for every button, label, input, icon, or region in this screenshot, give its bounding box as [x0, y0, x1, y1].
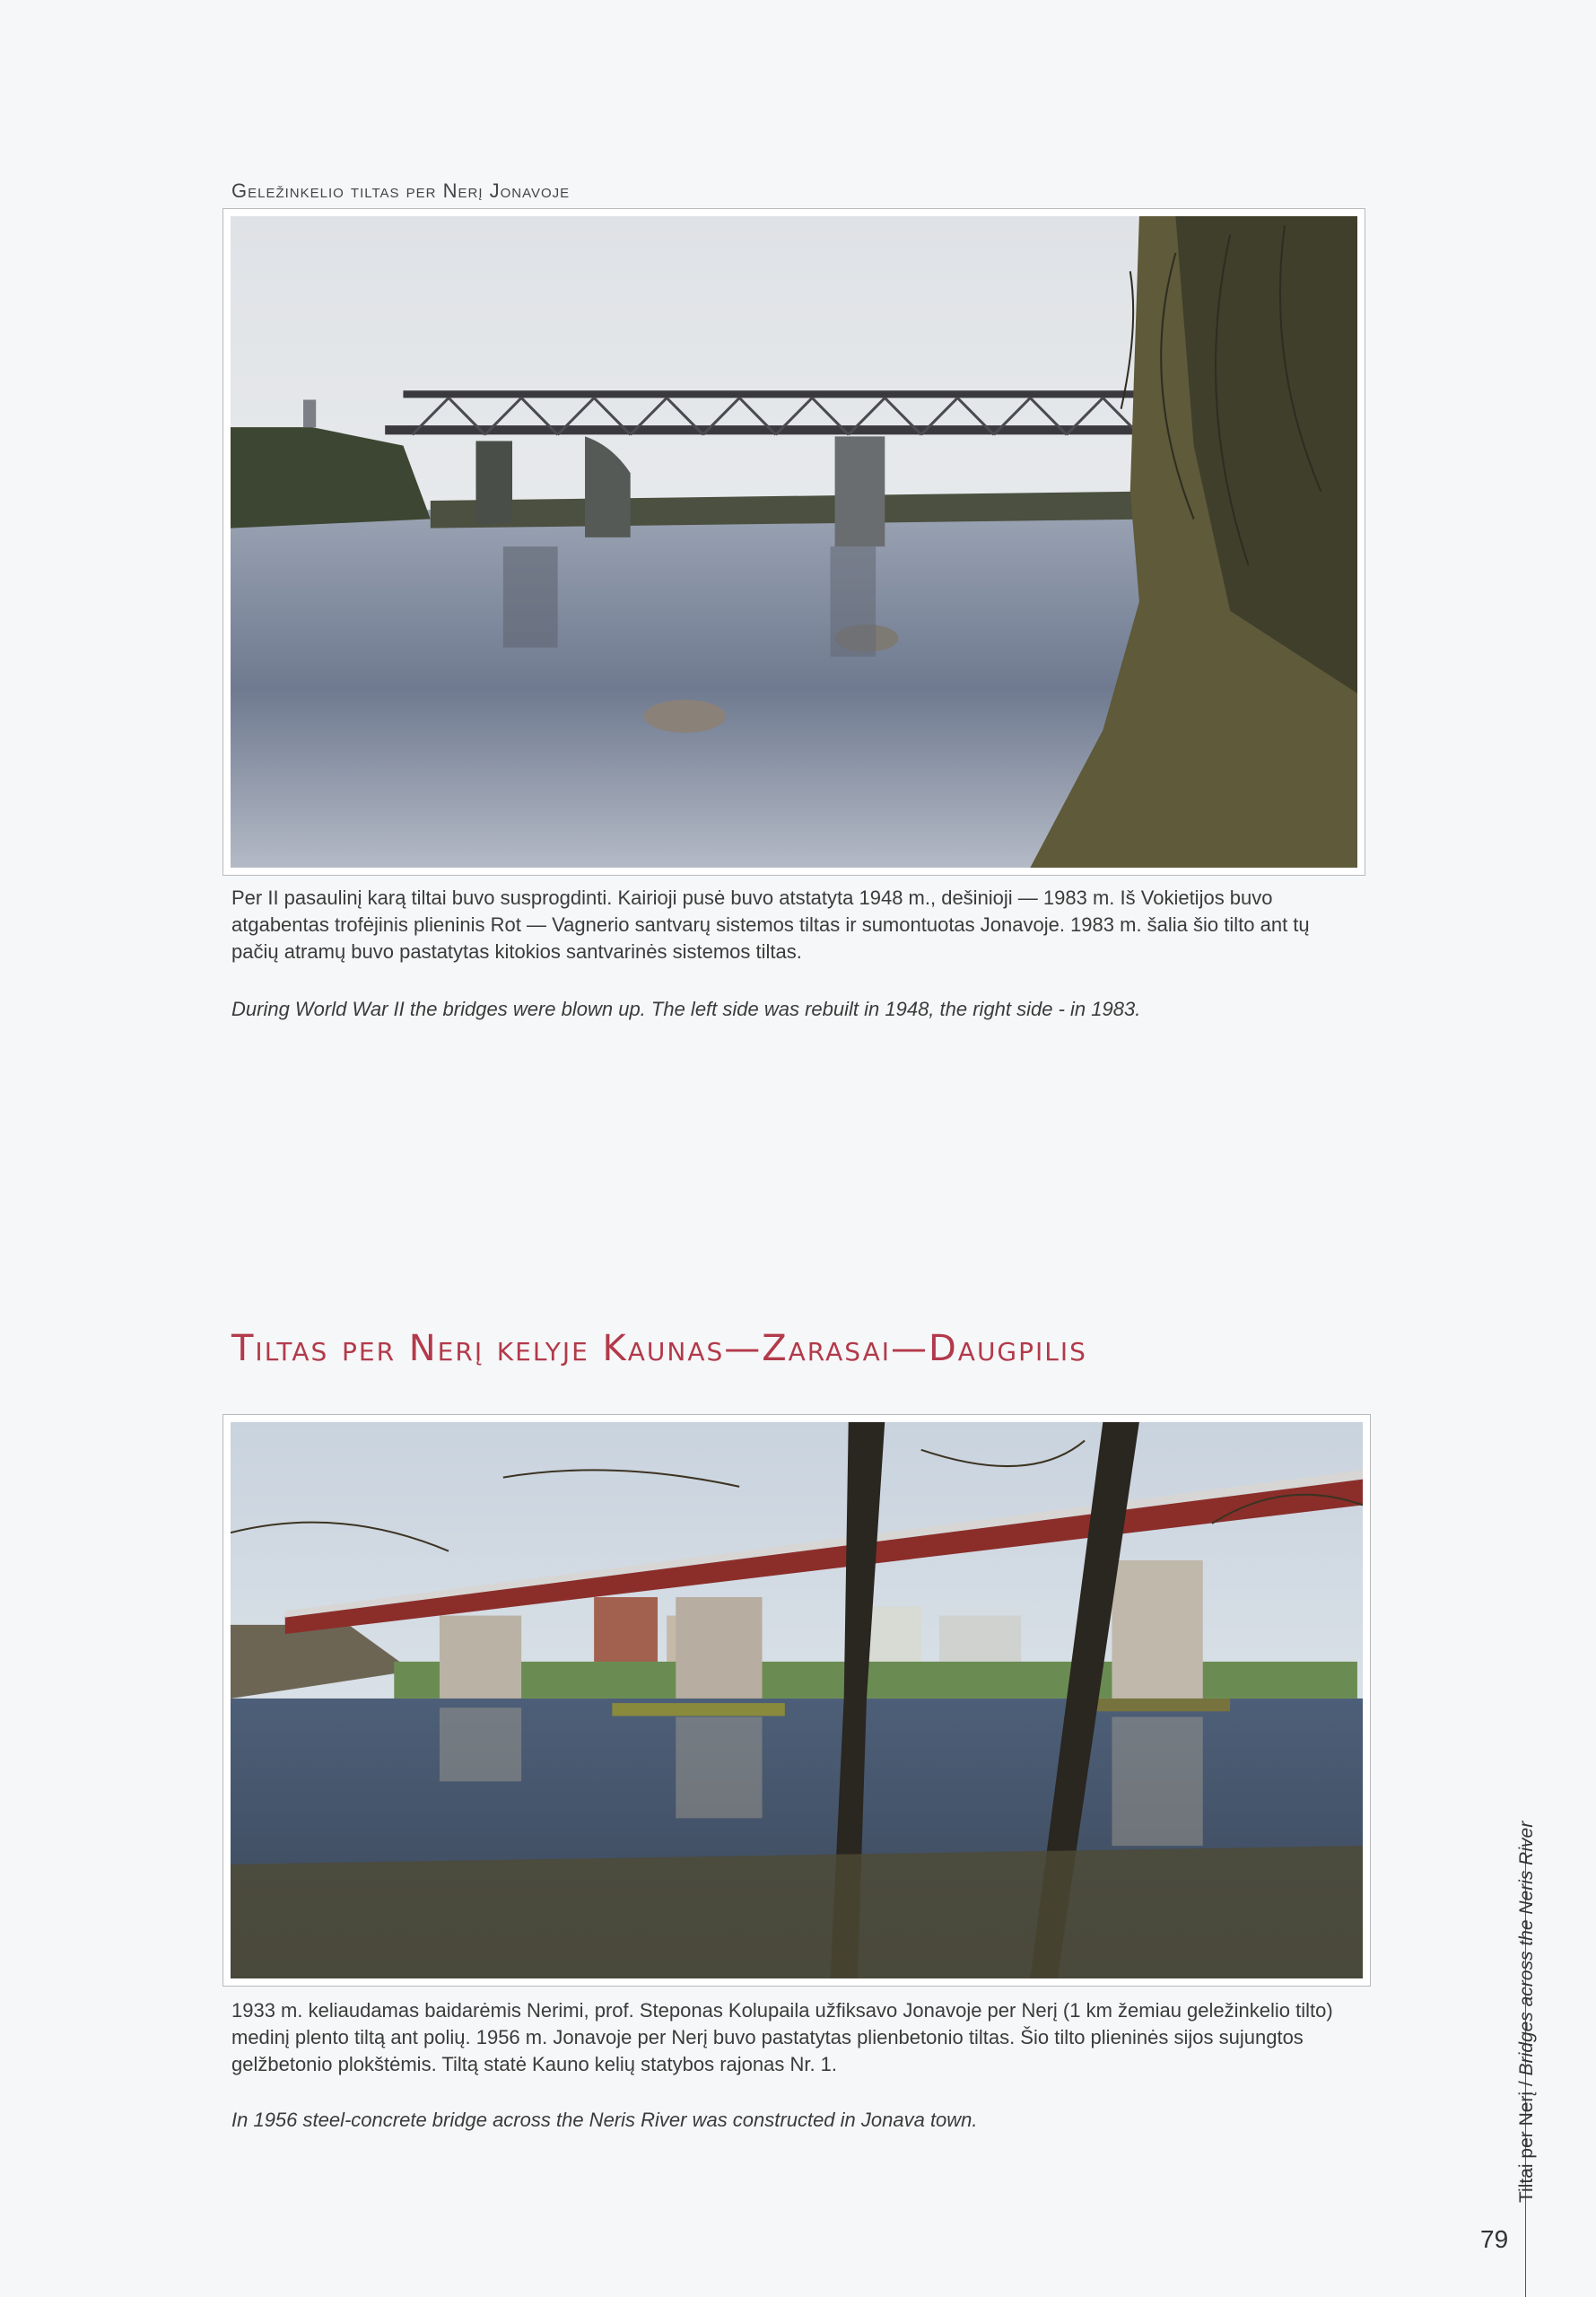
running-title [1516, 1821, 1538, 2203]
running-title-lt: Tiltai per Nerį / [1516, 2075, 1537, 2203]
caption-2-english: In 1956 steel-concrete bridge across the Neris River was constructed in Jonava town. [231, 2109, 978, 2131]
railway-bridge-photo [222, 208, 1365, 876]
railway-bridge-image [231, 216, 1357, 868]
page-number: 79 [1480, 2225, 1509, 2253]
caption-2-lithuanian: 1933 m. keliaudamas baidarėmis Nerimi, prof. Steponas Kolupaila užfiksavo Jonavoje per Nerį (1 km žemiau geležinkelio tilto) medinį plento tiltą ant polių. 1956 m. Jonavoje per Nerį buvo pastatytas plienbetonio tiltas. Šio tilto plieninės sijos sujungtos gelžbetonio plokštėmis. Tiltą statė Kauno kelių statybos rajonas Nr. 1. [231, 1999, 1333, 2075]
section-title: Tiltas per Nerį kelyje Kaunas—Zarasai—Daugpilis [231, 1328, 1087, 1369]
road-bridge-image [231, 1422, 1363, 1978]
road-bridge-photo [222, 1414, 1371, 1987]
running-title-en: Bridges across the Neris River [1516, 1821, 1537, 2076]
caption-1-lithuanian: Per II pasaulinį karą tiltai buvo susprogdinti. Kairioji pusė buvo atstatyta 1948 m., dešinioji — 1983 m. Iš Vokietijos buvo atgabentas trofėjinis plieninis Rot — Vagnerio santvarų sistemos tiltas ir sumontuotas Jonavoje. 1983 m. šalia šio tilto ant tų pačių atramų buvo pastatytas kitokios santvarinės sistemos tiltas. [231, 886, 1310, 963]
caption-1-english: During World War II the bridges were blown up. The left side was rebuilt in 1948, the right side - in 1983. [231, 998, 1141, 1020]
photo1-heading: Geležinkelio tiltas per Nerį Jonavoje [231, 179, 571, 202]
